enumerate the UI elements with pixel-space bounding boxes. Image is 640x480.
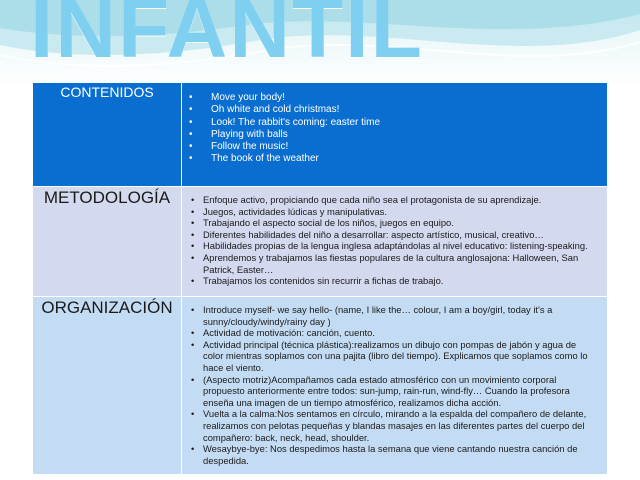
list-item: • Vuelta a la calma:Nos sentamos en círculo, mirando a la espalda del compañero de delante, realizamos con pelotas pequeñas y blandas masajes en las diferentes partes del cuerpo del compañero: back, neck, head, shoulder. [203,408,598,443]
list-item: • Oh white and cold christmas! [211,104,598,116]
row-content-contenidos [182,83,608,187]
table-row-metodologia [33,187,608,297]
list-item: • Juegos, actividades lúdicas y manipulativas. [203,206,598,218]
list-item: • Trabajamos los contenidos sin recurrir a fichas de trabajo. [203,275,598,287]
row-label-organizacion: ORGANIZACIÓN [33,297,182,475]
syllabus-table [32,82,608,475]
list-item: • Look! The rabbit's coming: easter time [211,117,598,129]
metodologia-list [183,188,606,291]
list-item: • Actividad principal (técnica plástica):realizamos un dibujo con pompas de jabón y agua de color mientras soplamos con una pajita (libro del tiempo). Explicamos que soplamos como lo hace el viento. [203,339,598,374]
organizacion-list [183,298,606,470]
list-item: • Trabajando el aspecto social de los niños, juegos en equipo. [203,217,598,229]
table-row-contenidos [33,83,608,187]
list-item: • Habilidades propias de la lengua inglesa adaptándolas al nivel educativo: listening-speaking. [203,240,598,252]
list-item: • The book of the weather [211,153,598,165]
list-item: • Introduce myself- we say hello- (name, I like the… colour, I am a boy/girl, today it's a sunny/cloudy/windy/rainy day ) [203,304,598,327]
row-content-organizacion [182,297,608,475]
list-item: • Playing with balls [211,129,598,141]
contenidos-list [183,84,606,170]
page-title: INFANTIL [30,0,424,75]
table-row-organizacion [33,297,608,475]
list-item: • Actividad de motivación: canción, cuento. [203,327,598,339]
list-item: • Aprendemos y trabajamos las fiestas populares de la cultura anglosajona: Halloween, San Patrick, Easter… [203,252,598,275]
list-item: • Follow the music! [211,141,598,153]
list-item: • (Aspecto motriz)Acompañamos cada estado atmosférico con un movimiento corporal propuesto anteriormente entre todos: sun-jump, rain-run, wind-fly… Cuando la profesora enseña una imagen de un tiempo atmosférico, realizamos dicha acción. [203,374,598,409]
row-label-contenidos: CONTENIDOS [33,83,182,187]
list-item: • Wesaybye-bye: Nos despedimos hasta la semana que viene cantando nuestra canción de despedida. [203,443,598,466]
list-item: • Move your body! [211,92,598,104]
row-label-metodologia: METODOLOGÍA [33,187,182,297]
list-item: • Diferentes habilidades del niño a desarrollar: aspecto artístico, musical, creativo… [203,229,598,241]
row-content-metodologia [182,187,608,297]
list-item: • Enfoque activo, propiciando que cada niño sea el protagonista de su aprendizaje. [203,194,598,206]
